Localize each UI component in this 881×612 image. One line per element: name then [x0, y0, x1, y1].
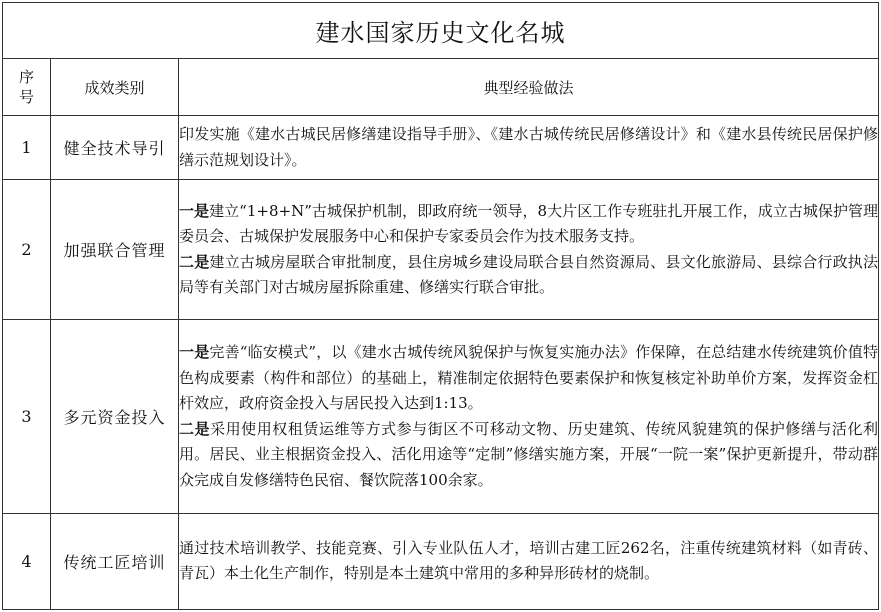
- row-practice: [179, 320, 879, 513]
- row-index: 3: [3, 320, 51, 513]
- practice-paragraph: [179, 340, 878, 417]
- practice-paragraph: [179, 250, 878, 301]
- row-category: 传统工匠培训: [51, 513, 179, 609]
- table-row: [3, 180, 879, 320]
- paragraph-text: 采用使用权租赁运维等方式参与街区不可移动文物、历史建筑、传统风貌建筑的保护修缮与活化利用。居民、业主根据资金投入、活化用途等“定制”修缮实施方案，开展“一院一案”保护更新提升，带动群众完成自发修缮特色民宿、餐饮院落100余家。: [179, 419, 879, 489]
- row-practice: [179, 116, 879, 180]
- practice-paragraph: [179, 417, 878, 494]
- header-practice: 典型经验做法: [179, 59, 879, 116]
- paragraph-text: 通过技术培训教学、技能竞赛、引入专业队伍人才，培训古建工匠262名，注重传统建筑材料（如青砖、青瓦）本土化生产制作，特别是本土建筑中常用的多种异形砖材的烧制。: [179, 538, 879, 583]
- row-practice: [179, 513, 879, 609]
- header-index: [3, 59, 51, 116]
- practice-paragraph: [179, 199, 878, 250]
- table-row: [3, 320, 879, 513]
- paragraph-text: 建立“1+8+N”古城保护机制，即政府统一领导，8大片区工作专班驻扎开展工作，成立古城保护管理委员会、古城保护发展服务中心和保护专家委员会作为技术服务支持。: [179, 201, 879, 246]
- row-index: 4: [3, 513, 51, 609]
- paragraph-text: 建立古城房屋联合审批制度，县住房城乡建设局联合县自然资源局、县文化旅游局、县综合行政执法局等有关部门对古城房屋拆除重建、修缮实行联合审批。: [179, 252, 879, 297]
- row-category: 加强联合管理: [51, 180, 179, 320]
- header-index-line1: 序: [18, 68, 34, 87]
- header-category: 成效类别: [51, 59, 179, 116]
- row-practice: [179, 180, 879, 320]
- header-index-line2: 号: [18, 88, 34, 107]
- paragraph-text: 完善“临安模式”，以《建水古城传统风貌保护与恢复实施办法》作保障，在总结建水传统建筑价值特色构成要素（构件和部位）的基础上，精准制定依据特色要素保护和恢复核定补助单价方案，发挥资金杠杆效应，政府资金投入与居民投入达到1:13。: [179, 343, 879, 413]
- row-index: 2: [3, 180, 51, 320]
- table-title: 建水国家历史文化名城: [3, 3, 879, 59]
- practice-paragraph: [179, 536, 878, 587]
- row-category: 多元资金投入: [51, 320, 179, 513]
- paragraph-lead: 一是: [179, 343, 210, 362]
- paragraph-lead: 二是: [179, 252, 210, 271]
- table-row: [3, 116, 879, 180]
- row-category: 健全技术导引: [51, 116, 179, 180]
- practice-paragraph: [179, 122, 878, 173]
- row-index: 1: [3, 116, 51, 180]
- paragraph-lead: 二是: [179, 419, 211, 438]
- paragraph-text: 印发实施《建水古城民居修缮建设指导手册》、《建水古城传统民居修缮设计》和《建水县传统民居保护修缮示范规划设计》。: [179, 125, 879, 169]
- practice-table: [2, 2, 879, 610]
- paragraph-lead: 一是: [179, 201, 210, 220]
- table-row: [3, 513, 879, 609]
